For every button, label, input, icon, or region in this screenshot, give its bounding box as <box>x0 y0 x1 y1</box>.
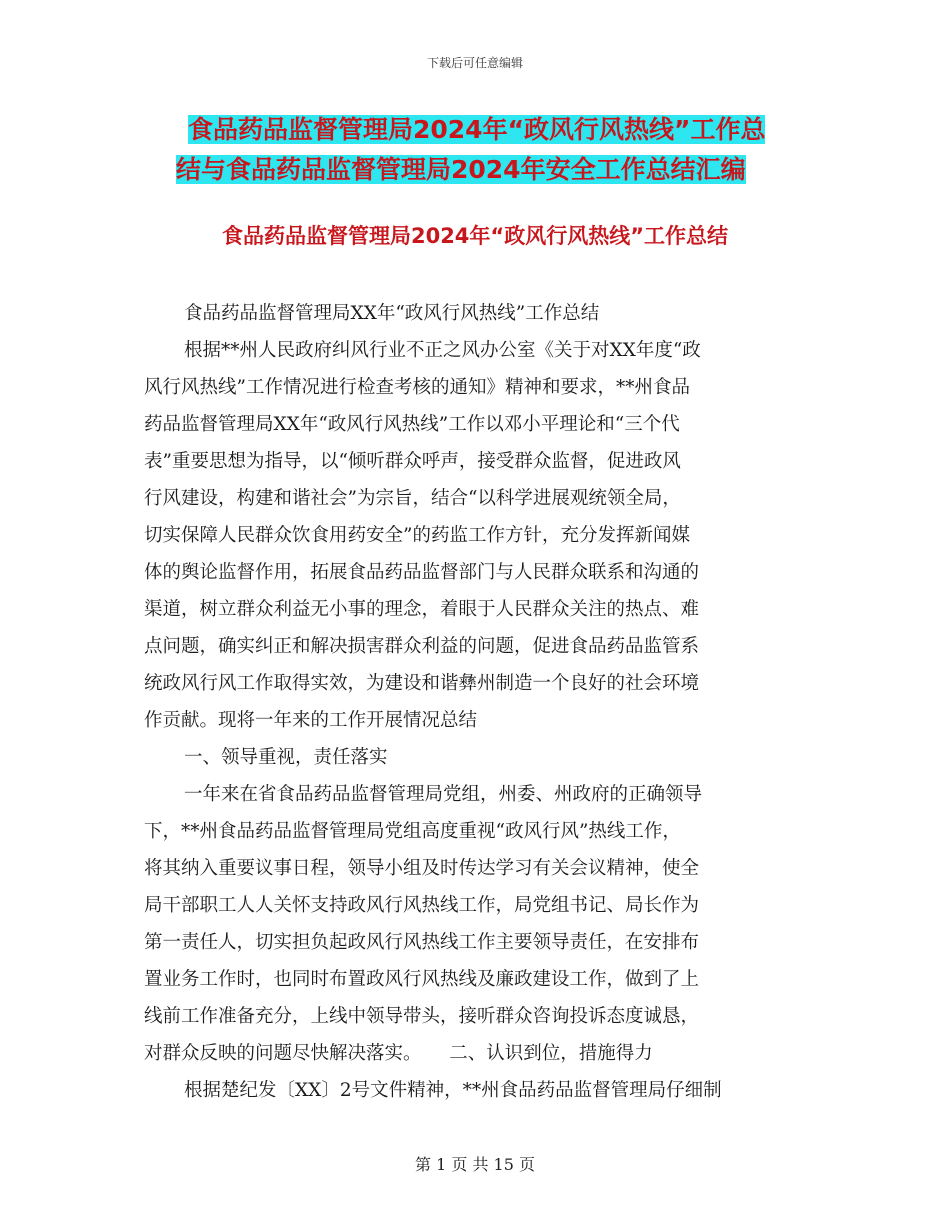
body-line: 下，**州食品药品监督管理局党组高度重视“政风行风”热线工作， <box>144 821 681 842</box>
body-line: 对群众反映的问题尽快解决落实。 二、认识到位，措施得力 <box>144 1043 653 1064</box>
body-line: 将其纳入重要议事日程，领导小组及时传达学习有关会议精神，使全 <box>144 858 700 879</box>
body-line: 渠道，树立群众利益无小事的理念，着眼于人民群众关注的热点、难 <box>144 599 700 620</box>
header-note: 下载后可任意编辑 <box>426 56 523 70</box>
body-line: 作贡献。现将一年来的工作开展情况总结 <box>144 710 478 731</box>
main-title <box>150 110 830 190</box>
body-line: 根据**州人民政府纠风行业不正之风办公室《关于对XX年度“政 <box>184 340 701 361</box>
body-heading: 一、领导重视，责任落实 <box>184 747 388 768</box>
body-line: 体的舆论监督作用，拓展食品药品监督部门与人民群众联系和沟通的 <box>144 562 700 583</box>
body-line: 表”重要思想为指导，以“倾听群众呼声，接受群众监督，促进政风 <box>144 451 681 472</box>
body-line: 置业务工作时，也同时布置政风行风热线及廉政建设工作，做到了上 <box>144 969 700 990</box>
body-line: 一年来在省食品药品监督管理局党组，州委、州政府的正确领导 <box>184 784 703 805</box>
body-line: 第一责任人，切实担负起政风行风热线工作主要领导责任，在安排布 <box>144 932 700 953</box>
body-line: 行风建设，构建和谐社会”为宗旨，结合“以科学进展观统领全局， <box>144 488 681 509</box>
main-title-line-2-text: 结与食品药品监督管理局2024年安全工作总结汇编 <box>176 155 746 184</box>
main-title-line-1-text: 食品药品监督管理局2024年“政风行风热线”工作总 <box>188 115 766 144</box>
body-text <box>144 295 804 1109</box>
page-footer: 第 1 页 共 15 页 <box>415 1155 535 1174</box>
body-line: 点问题，确实纠正和解决损害群众利益的问题，促进食品药品监管系 <box>144 636 700 657</box>
body-line: 统政风行风工作取得实效，为建设和谐彝州制造一个良好的社会环境 <box>144 673 700 694</box>
body-line: 局干部职工人人关怀支持政风行风热线工作，局党组书记、局长作为 <box>144 895 700 916</box>
main-title-line-1 <box>150 110 830 150</box>
body-line: 线前工作准备充分，上线中领导带头，接听群众咨询投诉态度诚恳， <box>144 1006 700 1027</box>
section-title: 食品药品监督管理局2024年“政风行风热线”工作总结 <box>221 224 729 248</box>
body-line: 药品监督管理局XX年“政风行风热线”工作以邓小平理论和“三个代 <box>144 414 680 435</box>
body-line: 食品药品监督管理局XX年“政风行风热线”工作总结 <box>184 303 600 324</box>
body-line: 切实保障人民群众饮食用药安全”的药监工作方针，充分发挥新闻媒 <box>144 525 690 546</box>
body-line: 风行风热线”工作情况进行检查考核的通知》精神和要求，**州食品 <box>144 377 690 398</box>
main-title-line-2 <box>150 150 830 190</box>
body-line: 根据楚纪发〔XX〕2号文件精神，**州食品药品监督管理局仔细制 <box>184 1080 722 1101</box>
